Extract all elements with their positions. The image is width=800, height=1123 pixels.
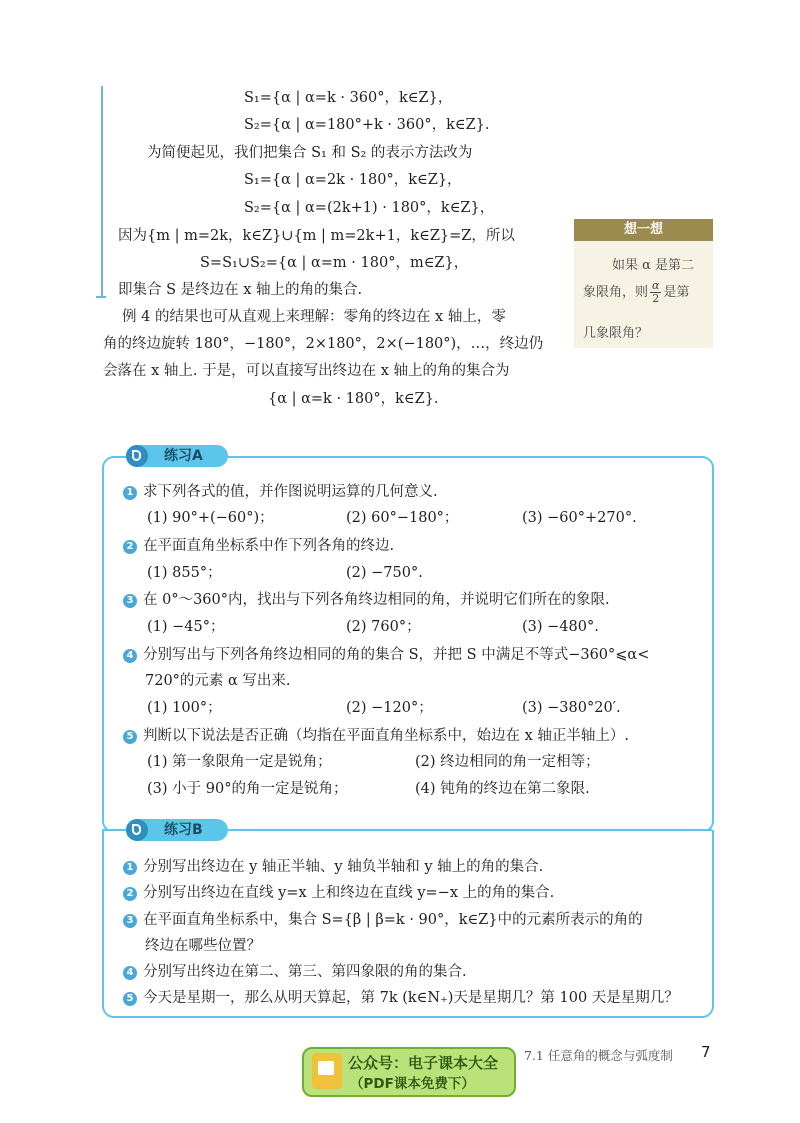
- stamp-line-1: 公众号：电子课本大全: [348, 1054, 499, 1072]
- sub-item: (1) −45°；: [147, 619, 225, 635]
- set-s2-line: S₂={α | α=180°+k · 360°，k∈Z}.: [244, 117, 490, 133]
- stamp-line-2: （PDF课本免费下）: [350, 1076, 475, 1092]
- sub-item: (3) 小于 90°的角一定是锐角；: [147, 781, 348, 797]
- page-number: 7: [701, 1043, 711, 1061]
- watermark-stamp: [302, 1047, 516, 1097]
- alpha-over-2-fraction: [650, 280, 661, 305]
- panel-top-edge: [228, 829, 712, 831]
- set-s2-alt-line: S₂={α | α=(2k+1) · 180°，k∈Z}，: [244, 200, 495, 216]
- item-text: 在平面直角坐标系中，集合 S={β | β=k · 90°，k∈Z}中的元素所表示的角的: [143, 912, 643, 928]
- sub-item: (3) −60°+270°.: [522, 510, 637, 526]
- item-number: 2: [123, 887, 137, 901]
- exercise-b-title: 练习B: [164, 822, 203, 838]
- item-text: 分别写出终边在直线 y=x 上和终边在直线 y=−x 上的角的集合.: [143, 885, 555, 901]
- exercise-b-item: [123, 883, 554, 903]
- exercise-a-item: [123, 536, 394, 556]
- union-line: S=S₁∪S₂={α | α=m · 180°，m∈Z}，: [200, 255, 469, 271]
- paragraph-line: 会落在 x 轴上. 于是，可以直接写出终边在 x 轴上的角的集合为: [103, 363, 510, 379]
- think-box-text: 是第: [663, 285, 690, 300]
- sub-item: (1) 855°；: [147, 565, 222, 581]
- exercise-b-item: [123, 857, 543, 877]
- sub-item: (1) 90°+(−60°)；: [147, 510, 274, 526]
- sub-item: (2) −750°.: [346, 565, 423, 581]
- item-text: 在 0°～360°内，找出与下列各角终边相同的角，并说明它们所在的象限.: [143, 592, 610, 608]
- exercise-b-item: [123, 988, 679, 1008]
- item-number: 1: [123, 486, 137, 500]
- sub-item: (3) −380°20′.: [522, 700, 621, 716]
- paragraph-line: 因为{m | m=2k，k∈Z}∪{m | m=2k+1，k∈Z}=Z，所以: [118, 228, 515, 244]
- paragraph-line: 即集合 S 是终边在 x 轴上的角的集合.: [118, 282, 363, 298]
- exercise-a-tab: [126, 445, 228, 467]
- margin-rule: [101, 86, 103, 298]
- sub-item: (1) 第一象限角一定是锐角；: [147, 754, 332, 770]
- item-number: 3: [123, 594, 137, 608]
- pencil-leaf-icon: [126, 819, 148, 841]
- sub-item: (1) 100°；: [147, 700, 222, 716]
- item-text-continued: 终边在哪些位置？: [145, 938, 261, 954]
- exercise-b-item: [123, 962, 467, 982]
- item-number: 1: [123, 861, 137, 875]
- think-box-line: 如果 α 是第二: [612, 258, 695, 273]
- item-text: 今天是星期一，那么从明天算起，第 7k (k∈N₊)天是星期几？第 100 天是星期几？: [143, 990, 679, 1006]
- item-text: 求下列各式的值，并作图说明运算的几何意义.: [143, 484, 438, 500]
- item-number: 2: [123, 540, 137, 554]
- pencil-leaf-icon: [126, 445, 148, 467]
- fraction-numerator: α: [652, 279, 660, 292]
- item-number: 5: [123, 730, 137, 744]
- item-text: 分别写出终边在第二、第三、第四象限的角的集合.: [143, 964, 467, 980]
- paragraph-line: 角的终边旋转 180°，−180°，2×180°，2×(−180°)，…，终边仍: [103, 336, 544, 352]
- paragraph-line: 为简便起见，我们把集合 S₁ 和 S₂ 的表示方法改为: [147, 145, 473, 161]
- item-number: 4: [123, 649, 137, 663]
- set-s1-alt-line: S₁={α | α=2k · 180°，k∈Z}，: [244, 172, 462, 188]
- margin-rule-cap: [96, 296, 106, 298]
- think-box-line: [583, 280, 689, 305]
- paragraph-line: 例 4 的结果也可从直观上来理解：零角的终边在 x 轴上，零: [122, 309, 506, 325]
- exercise-a-item: [123, 482, 438, 502]
- result-set-line: {α | α=k · 180°，k∈Z}.: [268, 391, 439, 407]
- think-box-title: 想一想: [574, 219, 713, 241]
- item-number: 4: [123, 966, 137, 980]
- item-text-continued: 720°的元素 α 写出来.: [145, 673, 291, 689]
- fraction-denominator: 2: [652, 292, 660, 305]
- set-s1-line: S₁={α | α=k · 360°，k∈Z}，: [244, 90, 453, 106]
- sub-item: (4) 钝角的终边在第二象限.: [415, 781, 590, 797]
- exercise-a-item: [123, 645, 649, 665]
- book-logo-icon: [312, 1053, 342, 1089]
- exercise-a-item: [123, 590, 610, 610]
- panel-top-edge: [102, 829, 126, 831]
- think-box-text: 象限角，则: [583, 285, 649, 300]
- sub-item: (2) 760°；: [346, 619, 421, 635]
- item-text: 分别写出与下列各角终边相同的角的集合 S，并把 S 中满足不等式−360°⩽α<: [143, 647, 650, 663]
- chapter-footer: 7.1 任意角的概念与弧度制: [524, 1048, 673, 1063]
- exercise-b-item: [123, 910, 643, 930]
- think-box-line: 几象限角？: [583, 326, 649, 341]
- item-text: 在平面直角坐标系中作下列各角的终边.: [143, 538, 395, 554]
- item-number: 3: [123, 914, 137, 928]
- item-number: 5: [123, 992, 137, 1006]
- sub-item: (2) −120°；: [346, 700, 433, 716]
- item-text: 判断以下说法是否正确（均指在平面直角坐标系中，始边在 x 轴正半轴上）.: [143, 728, 630, 744]
- item-text: 分别写出终边在 y 轴正半轴、y 轴负半轴和 y 轴上的角的集合.: [143, 859, 544, 875]
- exercise-a-item: [123, 726, 629, 746]
- exercise-a-title: 练习A: [164, 448, 203, 464]
- exercise-b-tab: [126, 819, 228, 841]
- sub-item: (3) −480°.: [522, 619, 599, 635]
- sub-item: (2) 60°−180°；: [346, 510, 459, 526]
- sub-item: (2) 终边相同的角一定相等；: [415, 754, 600, 770]
